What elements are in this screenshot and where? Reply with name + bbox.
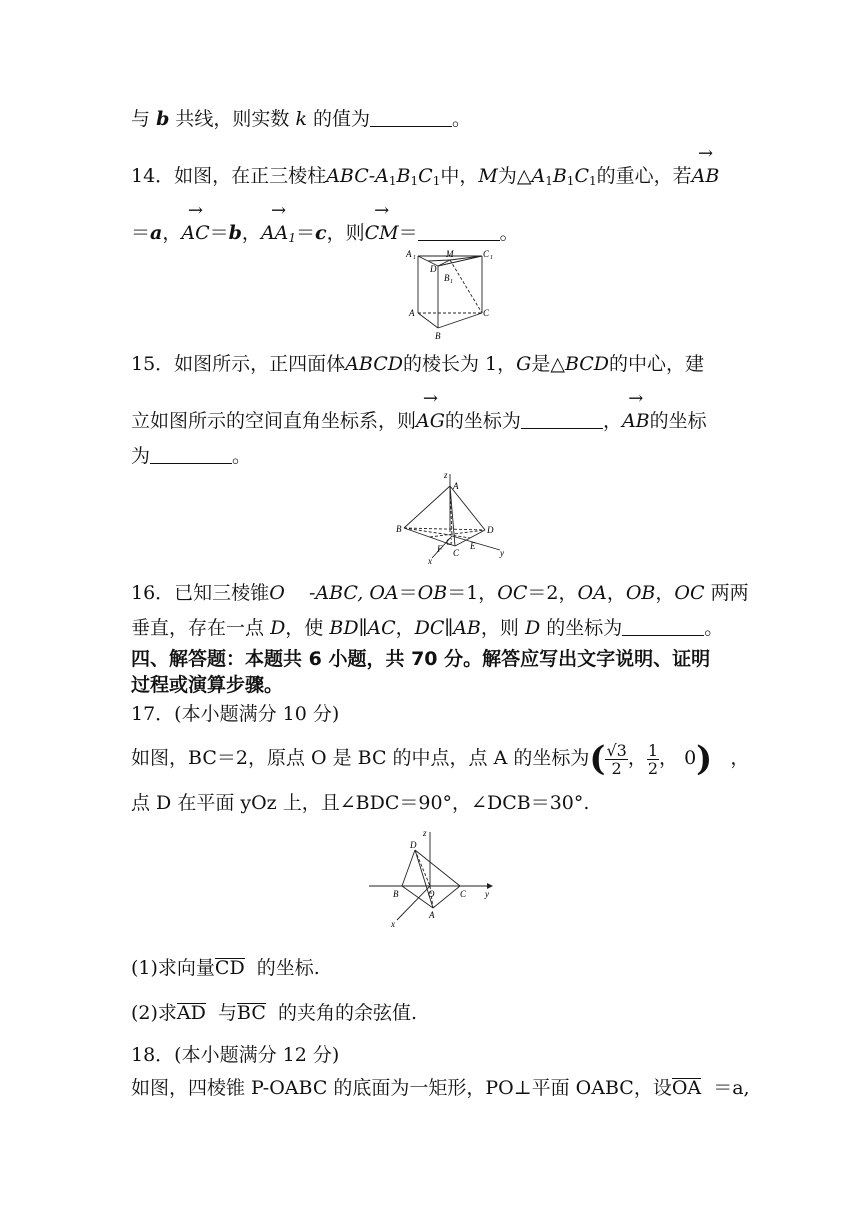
q14-line2: ＝a，→ AC＝b，→ $AA_1=c$，则→ CM＝ 。 [131, 218, 519, 245]
q15-text2b: 的坐标为 [444, 410, 521, 432]
fig15-label-D: D [487, 525, 494, 535]
fig17-label-C: C [460, 889, 467, 899]
q16-text1c: ＝ [398, 582, 418, 604]
fig14-label-C: C [483, 308, 490, 318]
answer-blank[interactable] [622, 634, 704, 636]
q14-eq: ＝ [398, 222, 418, 244]
q17-line2: 点 D 在平面 yOz 上，且∠BDC＝90°，∠DCB＝30°. [131, 792, 590, 814]
q16-parallel-1: ∥ [358, 617, 368, 639]
q15-line2 [131, 406, 707, 433]
q16-DC: DC [414, 617, 445, 639]
q14-vec-CM: → CM [365, 222, 399, 244]
q14-vec-AA1: → $AA_1$ [261, 222, 296, 245]
q14-a: a [150, 222, 163, 244]
q17-part2 [131, 998, 417, 1025]
q16-BD: BD [329, 617, 359, 639]
q17-frac-sqrt3-2 [605, 742, 627, 777]
q17-text1: 如图，BC＝2，原点 O 是 BC 的中点，点 A 的坐标为 [131, 747, 590, 769]
q15-line3 [131, 441, 251, 468]
q17-part1-text-b: 的坐标. [256, 957, 320, 979]
q15-text2a: 立如图所示的空间直角坐标系，则 [131, 410, 417, 432]
q14-prism: ABC-A [326, 165, 389, 187]
fig17-label-B: B [393, 889, 399, 899]
q14-desc: 为△ [497, 165, 532, 187]
q15-line1 [131, 349, 704, 376]
fig15-label-y: y [500, 548, 504, 558]
q16-text1b: -ABC, OA [308, 582, 399, 604]
q15-BCD: BCD [564, 353, 610, 375]
q14-then: ，则 [326, 222, 365, 244]
q13-tail [131, 104, 471, 131]
q15-end: 。 [232, 445, 252, 467]
q13-text2: 共线，则实数 [175, 108, 290, 130]
q13-text1: 与 [131, 108, 151, 130]
q17-line1: 如图，BC＝2，原点 O 是 BC 的中点，点 A 的坐标为( $\frac{√3}{2}$ ， $\frac{1}{2}$ ， 0) ， [131, 739, 750, 779]
q14-vec-AA1-label: AA [260, 222, 289, 244]
q17-part2-text-a: (2)求 [131, 1002, 177, 1024]
fig14-label-D: D [430, 264, 437, 274]
q16-parallel-2: ∥ [444, 617, 454, 639]
q16-text2a: 垂直，存在一点 [131, 617, 265, 639]
q16-OC2: OC [674, 582, 705, 604]
q14-line1: 14．如图，在正三棱柱ABC-$A_1B_1C_1$中，M为$\triangle A_1B_1C_1$的重心，若→ AB [131, 161, 719, 188]
q15-text1: 15．如图所示，正四面体 [131, 353, 346, 375]
q14-desc2: 的重心，若 [596, 165, 692, 187]
q15-text2d: 的坐标 [649, 410, 707, 432]
q13-text3: 的值为 [313, 108, 371, 130]
q17-vec-BC: BC [237, 1002, 266, 1024]
fig14-label-A1: A [406, 249, 412, 259]
q16-text1d: ＝1， [447, 582, 498, 604]
q15-ABCD: ABCD [345, 353, 403, 375]
q16-text2d: 的坐标为 [546, 617, 623, 639]
q18-text1b: ＝a, [713, 1077, 750, 1099]
q18-line1 [131, 1073, 750, 1100]
q16-text1f: 两两 [710, 582, 749, 604]
section-heading-line1: 四、解答题：本题共 6 小题，共 70 分。解答应写出文字说明、证明 [131, 648, 711, 670]
q15-text1c: 是△ [531, 353, 565, 375]
fig17-label-y: y [485, 889, 489, 899]
q16-D2: D [524, 617, 541, 639]
fig15-label-A: A [453, 481, 459, 491]
q15-text1b: 的棱长为 1， [403, 353, 517, 375]
tetrahedron-figure [390, 470, 510, 566]
fig14-sub-1: 1 [490, 255, 493, 261]
fig14-sub-1: 1 [413, 255, 416, 261]
q17-part1-text-a: (1)求向量 [131, 957, 215, 979]
fig14-label-A: A [409, 308, 415, 318]
q18-vec-OA: OA [671, 1077, 702, 1099]
q17-frac-den-2b: 2 [647, 758, 659, 778]
q17-frac-num-1: 1 [647, 740, 659, 760]
fig14-label-C1: C [483, 249, 490, 259]
q17-part1 [131, 953, 320, 980]
q17-title: 17．(本小题满分 10 分) [131, 703, 340, 725]
coordinate-figure [365, 826, 495, 932]
q16-D: D [270, 617, 286, 639]
fig15-label-z: z [444, 470, 448, 480]
fig15-label-B: B [396, 524, 402, 534]
q18-text1a: 如图，四棱锥 P-OABC 的底面为一矩形，PO⊥平面 OABC，设 [131, 1077, 672, 1099]
q16-text2b: ，使 [285, 617, 324, 639]
answer-blank[interactable] [521, 427, 603, 429]
q16-text2c: ，则 [480, 617, 519, 639]
q16-O: O [269, 582, 285, 604]
q16-text1a: 16．已知三棱锥 [131, 582, 270, 604]
q16-line2: 垂直，存在一点 D，使 BD∥AC，DC∥AB，则 D 的坐标为 。 [131, 617, 724, 639]
q16-text1e: ＝2， [527, 582, 578, 604]
q15-text1d: 的中心，建 [609, 353, 705, 375]
fig17-label-z: z [423, 828, 427, 838]
q17-frac-1-2 [647, 742, 659, 777]
fig14-label-B1: B [444, 273, 450, 283]
q17-part2-text-b: 的夹角的余弦值. [277, 1002, 417, 1024]
q15-text3: 为 [131, 445, 151, 467]
fig14-label-M: M [446, 249, 454, 259]
q18-title: 18．(本小题满分 12 分) [131, 1044, 340, 1066]
q13-k: k [295, 108, 307, 130]
q14-M: M [478, 165, 498, 187]
q17-vec-AD: AD [176, 1002, 206, 1024]
q16-AC: AC [367, 617, 396, 639]
fig17-label-D: D [410, 840, 417, 850]
q16-AB: AB [453, 617, 481, 639]
q17-frac-den-2: 2 [611, 758, 622, 778]
q14-mid: 中， [440, 165, 479, 187]
q14-vec-AB: → AB [692, 165, 720, 187]
fig17-label-O: O [428, 889, 435, 899]
q16-OA: OA [577, 582, 607, 604]
q15-G: G [516, 353, 532, 375]
fig15-label-x: x [428, 556, 432, 566]
answer-blank[interactable] [418, 239, 500, 241]
q16-line1: 16．已知三棱锥O -ABC, OA＝OB＝1，OC＝2，OA，OB，OC 两两 [131, 582, 749, 604]
q15-vec-AB: → AB [622, 410, 650, 432]
q17-zero: 0 [684, 747, 697, 769]
q14-end: 。 [499, 222, 519, 244]
section-heading-line2: 过程或演算步骤。 [131, 674, 284, 696]
fig15-label-F: F [437, 544, 443, 554]
q14-b: b [228, 222, 242, 244]
fig15-label-C: C [453, 548, 460, 558]
q16-OB: OB [417, 582, 448, 604]
prism-figure [400, 246, 500, 342]
q16-OC: OC [497, 582, 528, 604]
fig14-sub-1: 1 [450, 279, 453, 285]
q16-OB2: OB [625, 582, 656, 604]
q15-text2c: ， [602, 410, 622, 432]
fig17-label-x: x [391, 919, 395, 929]
fig14-label-B: B [435, 331, 441, 341]
q14-vec-AC: → AC [181, 222, 209, 244]
q16-end: 。 [704, 617, 724, 639]
q15-vec-AG: → AG [416, 410, 445, 432]
fig15-label-E: E [470, 541, 476, 551]
q17-with: 与 [217, 1002, 237, 1024]
fig17-label-A: A [429, 910, 435, 920]
answer-blank[interactable] [150, 462, 232, 464]
q14-num: 14．如图，在正三棱柱 [131, 165, 327, 187]
q17-vec-CD: CD [214, 957, 245, 979]
q13-b: b [156, 108, 170, 130]
answer-blank[interactable] [370, 125, 452, 127]
q17-frac-num-sqrt3: √3 [606, 740, 627, 760]
q14-c: c [315, 222, 327, 244]
fig15-label-G: G [446, 537, 453, 547]
q13-end: 。 [452, 108, 472, 130]
